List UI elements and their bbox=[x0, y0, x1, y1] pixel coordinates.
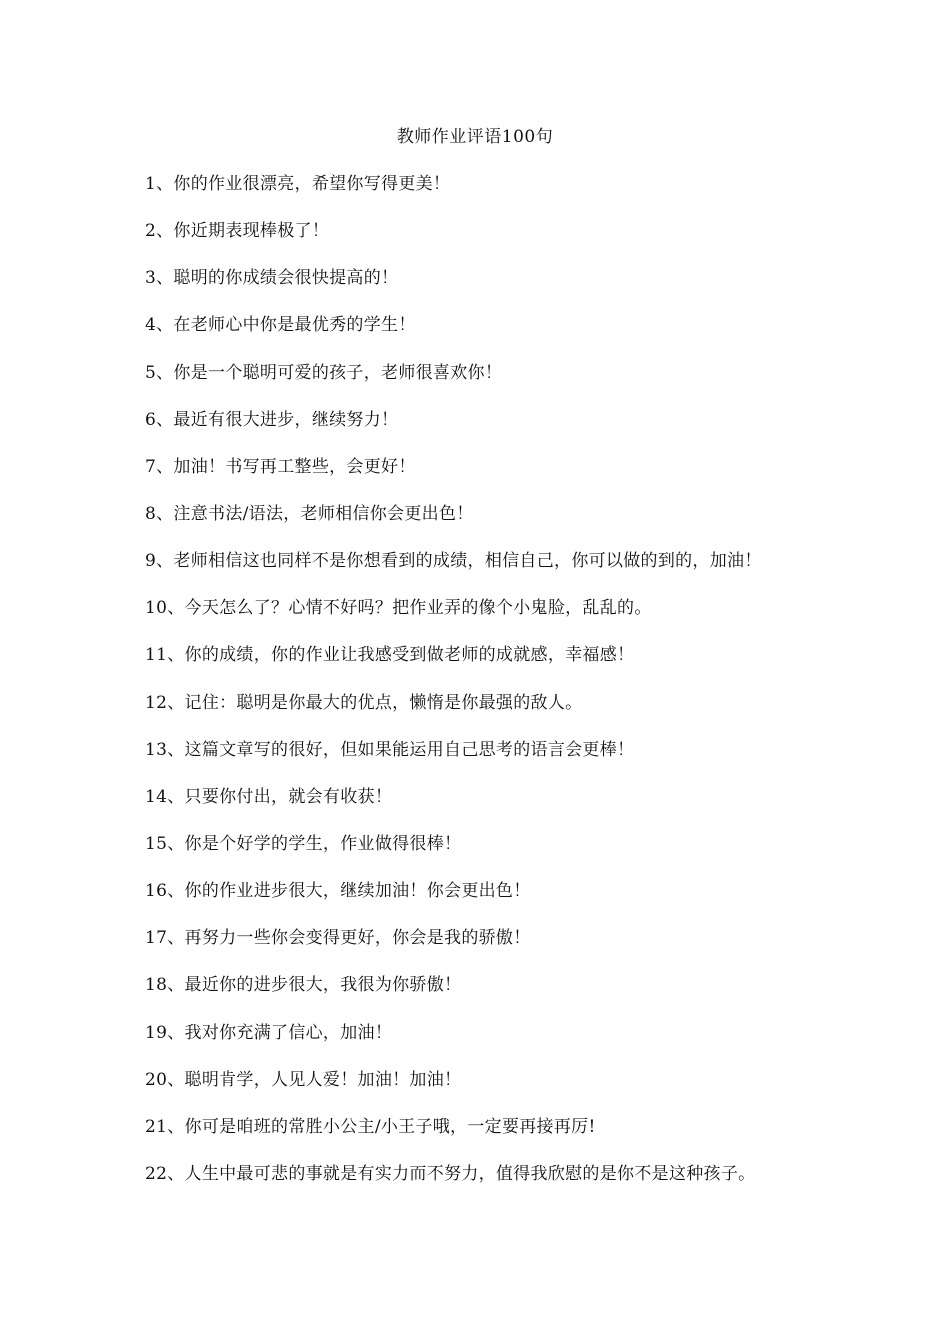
comment-item: 1、你的作业很漂亮，希望你写得更美！ bbox=[145, 174, 451, 194]
document-title: 教师作业评语100句 bbox=[396, 127, 554, 147]
comment-item: 7、加油！书写再工整些，会更好！ bbox=[145, 456, 416, 477]
comment-item: 15、你是个好学的学生，作业做得很棒！ bbox=[145, 833, 462, 854]
comment-item: 4、在老师心中你是最优秀的学生！ bbox=[145, 315, 416, 336]
comment-item: 10、今天怎么了？心情不好吗？把作业弄的像个小鬼脸，乱乱的。 bbox=[145, 598, 652, 619]
comment-item: 12、记住：聪明是你最大的优点，懒惰是你最强的敌人。 bbox=[145, 692, 583, 713]
comment-item: 18、最近你的进步很大，我很为你骄傲！ bbox=[145, 975, 462, 996]
comment-item: 20、聪明肯学，人见人爱！加油！加油！ bbox=[145, 1069, 462, 1090]
comment-item: 16、你的作业进步很大，继续加油！你会更出色！ bbox=[145, 881, 531, 902]
comment-item: 17、再努力一些你会变得更好，你会是我的骄傲！ bbox=[145, 928, 531, 949]
comment-item: 21、你可是咱班的常胜小公主/小王子哦，一定要再接再厉! bbox=[145, 1116, 596, 1137]
comment-item: 19、我对你充满了信心，加油！ bbox=[145, 1022, 393, 1043]
comment-item: 2、你近期表现棒极了！ bbox=[145, 221, 330, 242]
comment-item: 9、老师相信这也同样不是你想看到的成绩，相信自己，你可以做的到的，加油！ bbox=[145, 551, 762, 572]
comment-item: 8、注意书法/语法，老师相信你会更出色！ bbox=[145, 503, 474, 524]
comment-item: 11、你的成绩，你的作业让我感受到做老师的成就感，幸福感！ bbox=[145, 645, 635, 666]
comment-item: 13、这篇文章写的很好，但如果能运用自己思考的语言会更棒！ bbox=[145, 739, 635, 760]
comment-list bbox=[145, 172, 845, 1209]
comment-item: 3、聪明的你成绩会很快提高的！ bbox=[145, 268, 399, 289]
comment-item: 14、只要你付出，就会有收获！ bbox=[145, 786, 393, 807]
comment-item: 5、你是一个聪明可爱的孩子，老师很喜欢你！ bbox=[145, 362, 503, 383]
comment-item: 6、最近有很大进步，继续努力！ bbox=[145, 409, 399, 430]
comment-item: 22、人生中最可悲的事就是有实力而不努力，值得我欣慰的是你不是这种孩子。 bbox=[145, 1163, 756, 1184]
